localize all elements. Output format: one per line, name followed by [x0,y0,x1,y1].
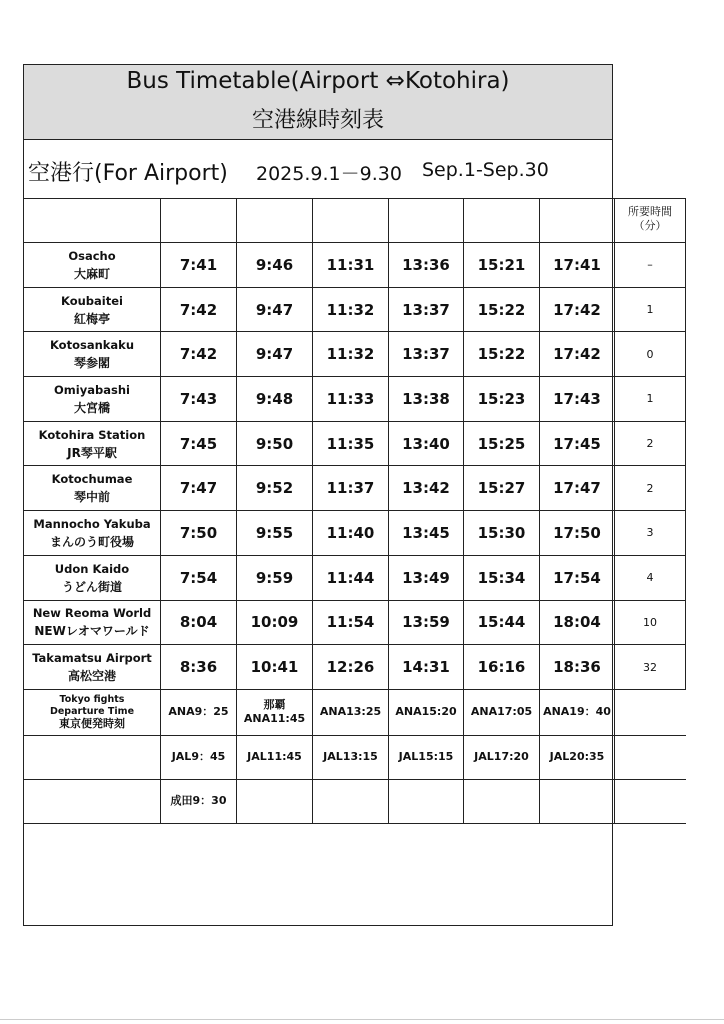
departure-time: 7:47 [161,466,237,511]
flight-time-line: ANA9：25 [168,705,229,719]
departure-time: 17:43 [540,377,615,422]
header-cell-empty [313,199,389,243]
departure-time: 9:48 [237,377,313,422]
stop-row [24,645,686,690]
stop-row [24,332,686,377]
flight-time-line: 那覇 [263,698,286,712]
departure-time: 13:40 [389,421,464,466]
stop-name-jp: JR琴平駅 [67,445,117,460]
flight-time: JAL17:20 [464,735,540,779]
timetable [23,198,686,824]
departure-time: 17:45 [540,421,615,466]
stop-name-en: Kotosankaku [49,338,135,353]
flights-row [24,735,686,779]
flight-time [389,779,464,823]
flight-time: JAL13:15 [313,735,389,779]
departure-time: 9:50 [237,421,313,466]
departure-time: 13:49 [389,555,464,600]
stop-row [24,421,686,466]
header-row [24,199,686,243]
flight-time [237,689,313,735]
required-time-unit: （分） [633,219,667,232]
stop-name-jp: 琴中前 [73,490,110,505]
empty-cell [615,735,686,779]
stop-name-jp: まんのう町役場 [49,534,134,549]
flights-row [24,779,686,823]
departure-time: 15:23 [464,377,540,422]
flights-label-line: Departure Time [49,706,135,718]
departure-time: 7:42 [161,287,237,332]
departure-time: 15:22 [464,287,540,332]
departure-time: 15:44 [464,600,540,645]
flight-time [313,689,389,735]
required-minutes: – [615,243,686,288]
scan-edge [0,1019,724,1020]
title-english: Bus Timetable(Airport ⇔Kotohira) [126,68,510,94]
departure-time: 13:36 [389,243,464,288]
departure-time: 18:36 [540,645,615,690]
flight-time [389,689,464,735]
departure-time: 13:37 [389,287,464,332]
departure-time: 15:34 [464,555,540,600]
title-header [24,65,612,140]
required-minutes: 10 [615,600,686,645]
departure-time: 16:16 [464,645,540,690]
empty-cell [615,779,686,823]
stop-name-jp: 大麻町 [73,266,110,281]
stop-name [24,645,161,690]
departure-time: 15:25 [464,421,540,466]
stop-name [24,555,161,600]
departure-time: 11:32 [313,287,389,332]
departure-time: 15:21 [464,243,540,288]
flight-time: 成田9：30 [161,779,237,823]
flight-time: JAL11:45 [237,735,313,779]
departure-time: 11:54 [313,600,389,645]
departure-time: 7:41 [161,243,237,288]
departure-time: 9:52 [237,466,313,511]
flight-time: JAL20:35 [540,735,615,779]
direction-label: 空港行(For Airport) [28,161,228,186]
departure-time: 18:04 [540,600,615,645]
flight-time [161,689,237,735]
stop-row [24,287,686,332]
required-time-label: 所要時間 [628,205,672,218]
required-time-header [615,199,686,243]
stop-name-jp: 琴参閣 [73,356,110,371]
departure-time: 13:59 [389,600,464,645]
stop-name-en: Takamatsu Airport [32,651,152,666]
stop-name-en: Kotochumae [51,472,133,487]
period-dates: 2025.9.1－9.30 [256,163,402,185]
departure-time: 10:09 [237,600,313,645]
departure-time: 14:31 [389,645,464,690]
flight-time [237,779,313,823]
stop-name-en: Omiyabashi [54,382,130,397]
empty-cell [24,735,161,779]
flight-time [540,689,615,735]
departure-time: 9:47 [237,332,313,377]
departure-time: 11:33 [313,377,389,422]
departure-time: 13:37 [389,332,464,377]
stop-name [24,511,161,556]
required-minutes: 3 [615,511,686,556]
stop-name [24,600,161,645]
header-cell-empty [24,199,161,243]
stop-name-en: Osacho [68,248,116,263]
stop-name-jp: うどん街道 [61,579,122,594]
header-cell-empty [464,199,540,243]
departure-time: 17:47 [540,466,615,511]
flights-row [24,689,686,735]
departure-time: 15:27 [464,466,540,511]
departure-time: 9:59 [237,555,313,600]
required-minutes: 4 [615,555,686,600]
flights-label-line: 東京便発時刻 [59,717,125,731]
stop-row [24,600,686,645]
departure-time: 17:41 [540,243,615,288]
stop-row [24,466,686,511]
stop-name [24,421,161,466]
departure-time: 9:47 [237,287,313,332]
departure-time: 17:54 [540,555,615,600]
flight-time: JAL15:15 [389,735,464,779]
flight-time-line: ANA13:25 [319,705,382,719]
departure-time: 7:42 [161,332,237,377]
departure-time: 17:42 [540,287,615,332]
required-minutes: 2 [615,421,686,466]
flight-time [540,779,615,823]
flight-time-line: ANA17:05 [470,705,533,719]
departure-time: 11:35 [313,421,389,466]
stop-name-jp: 高松空港 [67,669,116,684]
header-cell-empty [540,199,615,243]
stop-name-en: Mannocho Yakuba [33,516,151,531]
departure-time: 7:45 [161,421,237,466]
stop-name [24,243,161,288]
required-minutes: 32 [615,645,686,690]
flights-label [24,689,161,735]
stop-name-jp: NEWレオマワールド [34,624,150,639]
flight-time-line: ANA11:45 [243,712,306,726]
stop-row [24,555,686,600]
flight-time [464,779,540,823]
departure-time: 7:50 [161,511,237,556]
departure-time: 11:37 [313,466,389,511]
period-banner [24,140,612,200]
stop-name [24,466,161,511]
required-minutes: 1 [615,377,686,422]
flight-time-line: ANA19：40 [543,705,611,719]
stop-row [24,377,686,422]
stop-name [24,332,161,377]
stop-name-en: Kotohira Station [38,427,146,442]
departure-time: 10:41 [237,645,313,690]
stop-name-jp: 大宮橋 [73,400,110,415]
header-cell-empty [389,199,464,243]
departure-time: 13:38 [389,377,464,422]
stop-name-en: Koubaitei [61,293,123,308]
empty-cell [615,689,686,735]
flight-time [313,779,389,823]
departure-time: 13:42 [389,466,464,511]
departure-time: 8:36 [161,645,237,690]
required-minutes: 0 [615,332,686,377]
departure-time: 17:50 [540,511,615,556]
flight-time-line: ANA15:20 [395,705,457,719]
departure-time: 15:30 [464,511,540,556]
departure-time: 7:43 [161,377,237,422]
departure-time: 11:44 [313,555,389,600]
stop-name [24,377,161,422]
departure-time: 11:32 [313,332,389,377]
title-japanese: 空港線時刻表 [251,108,384,133]
flights-label-line: Tokyo fights [59,694,125,706]
required-minutes: 1 [615,287,686,332]
stop-name-jp: 紅梅亭 [73,311,110,326]
stop-row [24,511,686,556]
flight-time [464,689,540,735]
departure-time: 11:31 [313,243,389,288]
stop-name [24,287,161,332]
departure-time: 15:22 [464,332,540,377]
header-cell-empty [161,199,237,243]
departure-time: 9:46 [237,243,313,288]
flight-time: JAL9：45 [161,735,237,779]
departure-time: 12:26 [313,645,389,690]
departure-time: 7:54 [161,555,237,600]
stop-name-en: New Reoma World [32,606,152,621]
stop-name-en: Udon Kaido [54,561,130,576]
departure-time: 13:45 [389,511,464,556]
empty-cell [24,779,161,823]
departure-time: 8:04 [161,600,237,645]
departure-time: 11:40 [313,511,389,556]
required-minutes: 2 [615,466,686,511]
stop-row [24,243,686,288]
period-dates-english: Sep.1-Sep.30 [422,159,549,181]
departure-time: 9:55 [237,511,313,556]
departure-time: 17:42 [540,332,615,377]
header-cell-empty [237,199,313,243]
